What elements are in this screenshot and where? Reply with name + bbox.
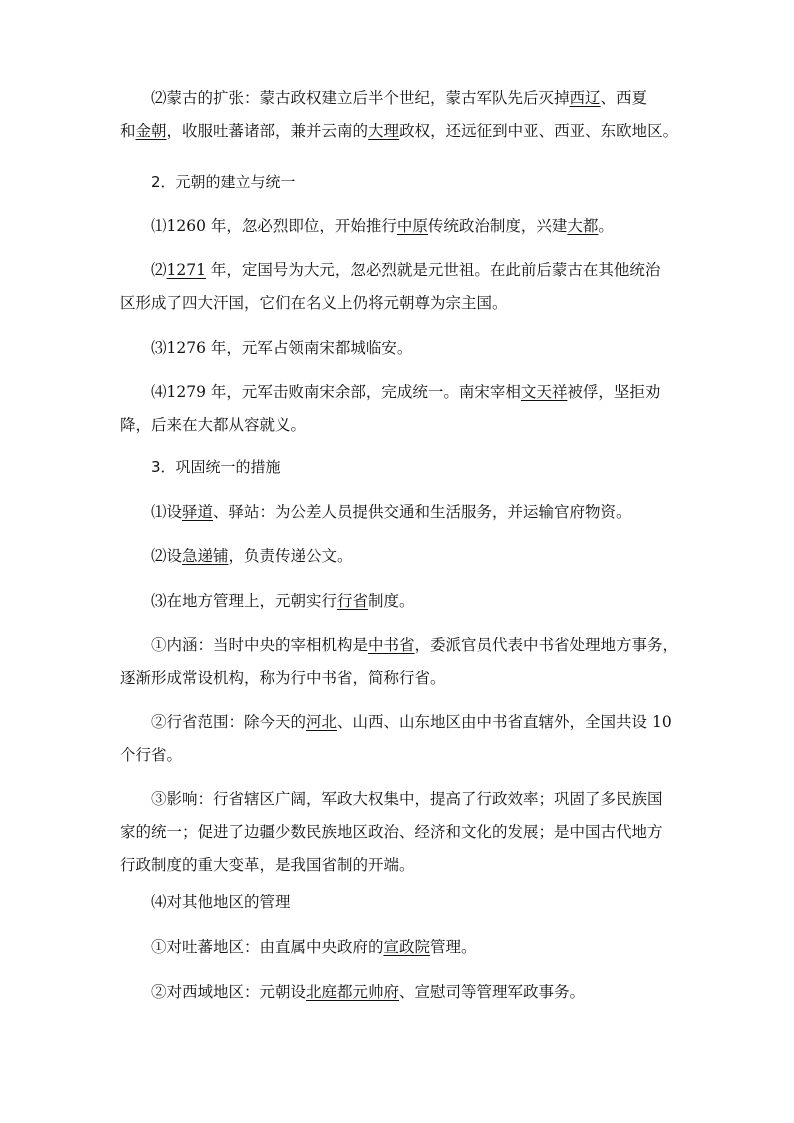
- text-segment: 家的统一；促进了边疆少数民族地区政治、经济和文化的发展；是中国古代地方: [120, 823, 663, 841]
- paragraph-province-scope: [120, 706, 680, 772]
- underlined-keyword: 西辽: [569, 89, 601, 107]
- text-line: [120, 739, 680, 772]
- underlined-keyword: 北庭都元帅府: [306, 983, 400, 1001]
- text-line: [120, 931, 680, 964]
- text-line: [120, 629, 680, 662]
- underlined-keyword: 文天祥: [520, 383, 568, 401]
- text-segment: 和: [120, 122, 136, 140]
- underlined-keyword: 驿道: [182, 503, 214, 521]
- underlined-keyword: 1271: [166, 261, 206, 279]
- underlined-keyword: 大理: [368, 122, 400, 140]
- text-segment: 被俘，坚拒劝: [567, 383, 661, 401]
- underlined-keyword: 宣政院: [383, 938, 431, 956]
- text-segment: 降，后来在大都从容就义。: [120, 416, 307, 434]
- underlined-keyword: 中书省: [368, 636, 415, 654]
- text-line: [120, 662, 680, 695]
- text-segment: 行政制度的重大变革，是我国省制的开端。: [120, 856, 415, 874]
- paragraph-courier-stations: [120, 540, 680, 573]
- underlined-keyword: 河北: [306, 713, 338, 731]
- text-line: [120, 166, 680, 199]
- text-line: [120, 115, 680, 148]
- paragraph-province-system: [120, 585, 680, 618]
- text-segment: 传统政治制度，兴建: [427, 217, 568, 235]
- paragraph-post-roads: [120, 496, 680, 529]
- text-segment: ①内涵：当时中央的宰相机构是: [151, 636, 369, 654]
- text-line: [120, 409, 680, 442]
- text-line: [120, 976, 680, 1009]
- text-segment: 年，定国号为大元，忽必烈就是元世祖。在此前后蒙古在其他统治: [205, 261, 661, 279]
- text-segment: ⑷1279 年，元军击败南宋余部，完成统一。南宋宰相: [151, 383, 521, 401]
- paragraph-1271-dayuan: [120, 254, 680, 320]
- text-line: [120, 451, 680, 484]
- text-line: [120, 706, 680, 739]
- text-segment: ⑶在地方管理上，元朝实行: [151, 592, 338, 610]
- text-segment: ⑴设: [151, 503, 183, 521]
- text-segment: 、宣慰司等管理军政事务。: [399, 983, 586, 1001]
- text-segment: ⑷对其他地区的管理: [151, 893, 291, 911]
- paragraph-mongol-expansion: [120, 82, 680, 148]
- text-segment: 管理。: [430, 938, 477, 956]
- underlined-keyword: 行省: [337, 592, 369, 610]
- text-line: [120, 585, 680, 618]
- text-line: [120, 376, 680, 409]
- text-segment: 个行省。: [120, 746, 183, 764]
- paragraph-western-regions-admin: [120, 976, 680, 1009]
- paragraph-1279-unification: [120, 376, 680, 442]
- text-segment: ①对吐蕃地区：由直属中央政府的: [151, 938, 384, 956]
- text-line: [120, 540, 680, 573]
- section-heading-yuan-founding: [120, 166, 680, 199]
- text-line: [120, 849, 680, 882]
- text-segment: 制度。: [368, 592, 415, 610]
- underlined-keyword: 大都: [567, 217, 599, 235]
- underlined-keyword: 急递铺: [182, 547, 229, 565]
- text-line: [120, 496, 680, 529]
- text-segment: ③影响：行省辖区广阔，军政大权集中，提高了行政效率；巩固了多民族国: [151, 790, 663, 808]
- text-segment: 区形成了四大汗国，它们在名义上仍将元朝尊为宗主国。: [120, 294, 508, 312]
- text-segment: 2．元朝的建立与统一: [151, 173, 296, 191]
- text-line: [120, 82, 680, 115]
- text-segment: ⑴1260 年，忽必烈即位，开始推行: [151, 217, 397, 235]
- text-line: [120, 254, 680, 287]
- text-line: [120, 332, 680, 365]
- text-segment: ⑶1276 年，元军占领南宋都城临安。: [151, 339, 413, 357]
- section-heading-consolidation: [120, 451, 680, 484]
- text-segment: ⑵设: [151, 547, 183, 565]
- text-segment: 政权，还远征到中亚、西亚、东欧地区。: [399, 122, 679, 140]
- text-line: [120, 287, 680, 320]
- text-segment: ②行省范围：除今天的: [151, 713, 307, 731]
- text-segment: 、山西、山东地区由中书省直辖外，全国共设 10: [337, 713, 672, 731]
- paragraph-other-regions: [120, 886, 680, 919]
- text-segment: 。: [598, 217, 614, 235]
- text-segment: 、西夏: [600, 89, 648, 107]
- paragraph-province-meaning: [120, 629, 680, 695]
- paragraph-province-impact: [120, 783, 680, 882]
- underlined-keyword: 中原: [396, 217, 428, 235]
- text-line: [120, 783, 680, 816]
- text-line: [120, 886, 680, 919]
- paragraph-1276-linan: [120, 332, 680, 365]
- text-segment: ⑵蒙古的扩张：蒙古政权建立后半个世纪，蒙古军队先后灭掉: [151, 89, 570, 107]
- text-segment: 3．巩固统一的措施: [151, 458, 281, 476]
- paragraph-tibet-admin: [120, 931, 680, 964]
- text-segment: ，委派官员代表中书省处理地方事务，: [414, 636, 679, 654]
- text-segment: ⑵: [151, 261, 167, 279]
- text-line: [120, 816, 680, 849]
- text-segment: 逐渐形成常设机构，称为行中书省，简称行省。: [120, 669, 446, 687]
- text-segment: ②对西域地区：元朝设: [151, 983, 307, 1001]
- text-segment: 、驿站：为公差人员提供交通和生活服务，并运输官府物资。: [213, 503, 632, 521]
- text-segment: ，负责传递公文。: [228, 547, 353, 565]
- text-segment: ，收服吐蕃诸部，兼并云南的: [166, 122, 369, 140]
- paragraph-1260-kublai: [120, 210, 680, 243]
- underlined-keyword: 金朝: [135, 122, 167, 140]
- text-line: [120, 210, 680, 243]
